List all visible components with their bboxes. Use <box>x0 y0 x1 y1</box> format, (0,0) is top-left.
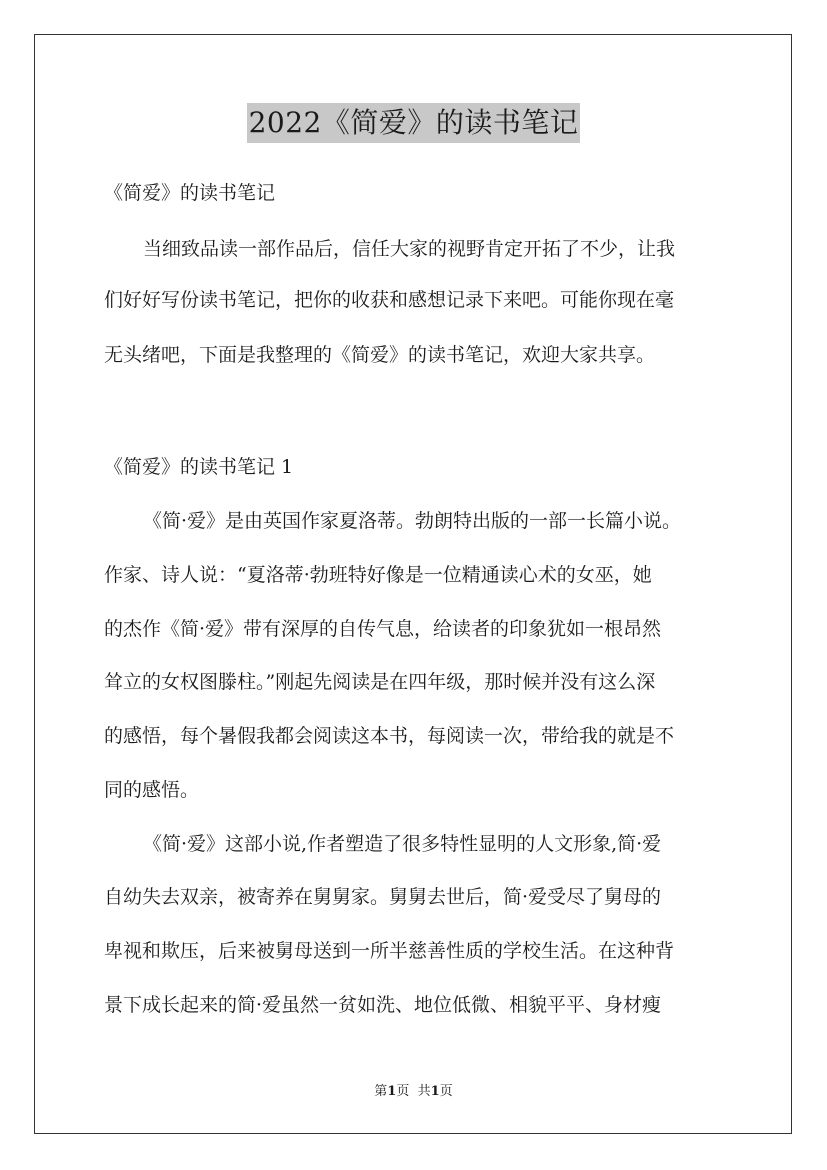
intro-line-3: 无头绪吧，下面是我整理的《简爱》的读书笔记，欢迎大家共享。 <box>104 344 656 366</box>
subtitle: 《简爱》的读书笔记 <box>104 182 276 204</box>
para1-line-6: 同的感悟。 <box>104 779 200 801</box>
intro-line-2: 们好好写份读书笔记，把你的收获和感想记录下来吧。可能你现在毫 <box>104 289 675 311</box>
section-heading: 《简爱》的读书笔记 1 <box>104 456 294 478</box>
para1-line-5: 的感悟，每个暑假我都会阅读这本书，每阅读一次，带给我的就是不 <box>104 725 675 747</box>
page-footer <box>0 1083 827 1101</box>
para2-line-1: 《简·爱》这部小说,作者塑造了很多特性显明的人文形象,简·爱 <box>143 833 662 855</box>
footer-total-label: 共 <box>417 1084 431 1099</box>
footer-page-unit: 页 <box>396 1084 410 1099</box>
intro-line-1: 当细致品读一部作品后，信任大家的视野肯定开拓了不少，让我 <box>143 238 676 260</box>
document-title: 2022《简爱》的读书笔记 <box>247 103 581 143</box>
para1-line-3: 的杰作《简·爱》带有深厚的自传气息，给读者的印象犹如一根昂然 <box>104 618 662 640</box>
para1-line-1: 《简·爱》是由英国作家夏洛蒂。勃朗特出版的一部一长篇小说。 <box>143 510 682 532</box>
footer-prefix: 第 <box>374 1084 388 1099</box>
footer-total-unit: 页 <box>439 1084 453 1099</box>
para2-line-4: 景下成长起来的简·爱虽然一贫如洗、地位低微、相貌平平、身材瘦 <box>104 994 662 1016</box>
footer-total-pages: 1 <box>430 1084 440 1099</box>
para1-line-4: 耸立的女权图滕柱。”刚起先阅读是在四年级，那时候并没有这么深 <box>104 671 656 693</box>
para2-line-2: 自幼失去双亲，被寄养在舅舅家。舅舅去世后，简·爱受尽了舅母的 <box>104 886 662 908</box>
footer-page-number: 1 <box>387 1084 397 1099</box>
para1-line-2: 作家、诗人说：“夏洛蒂·勃班特好像是一位精通读心术的女巫，她 <box>104 564 652 586</box>
para2-line-3: 卑视和欺压，后来被舅母送到一所半慈善性质的学校生活。在这种背 <box>104 940 675 962</box>
title-container <box>0 103 827 143</box>
